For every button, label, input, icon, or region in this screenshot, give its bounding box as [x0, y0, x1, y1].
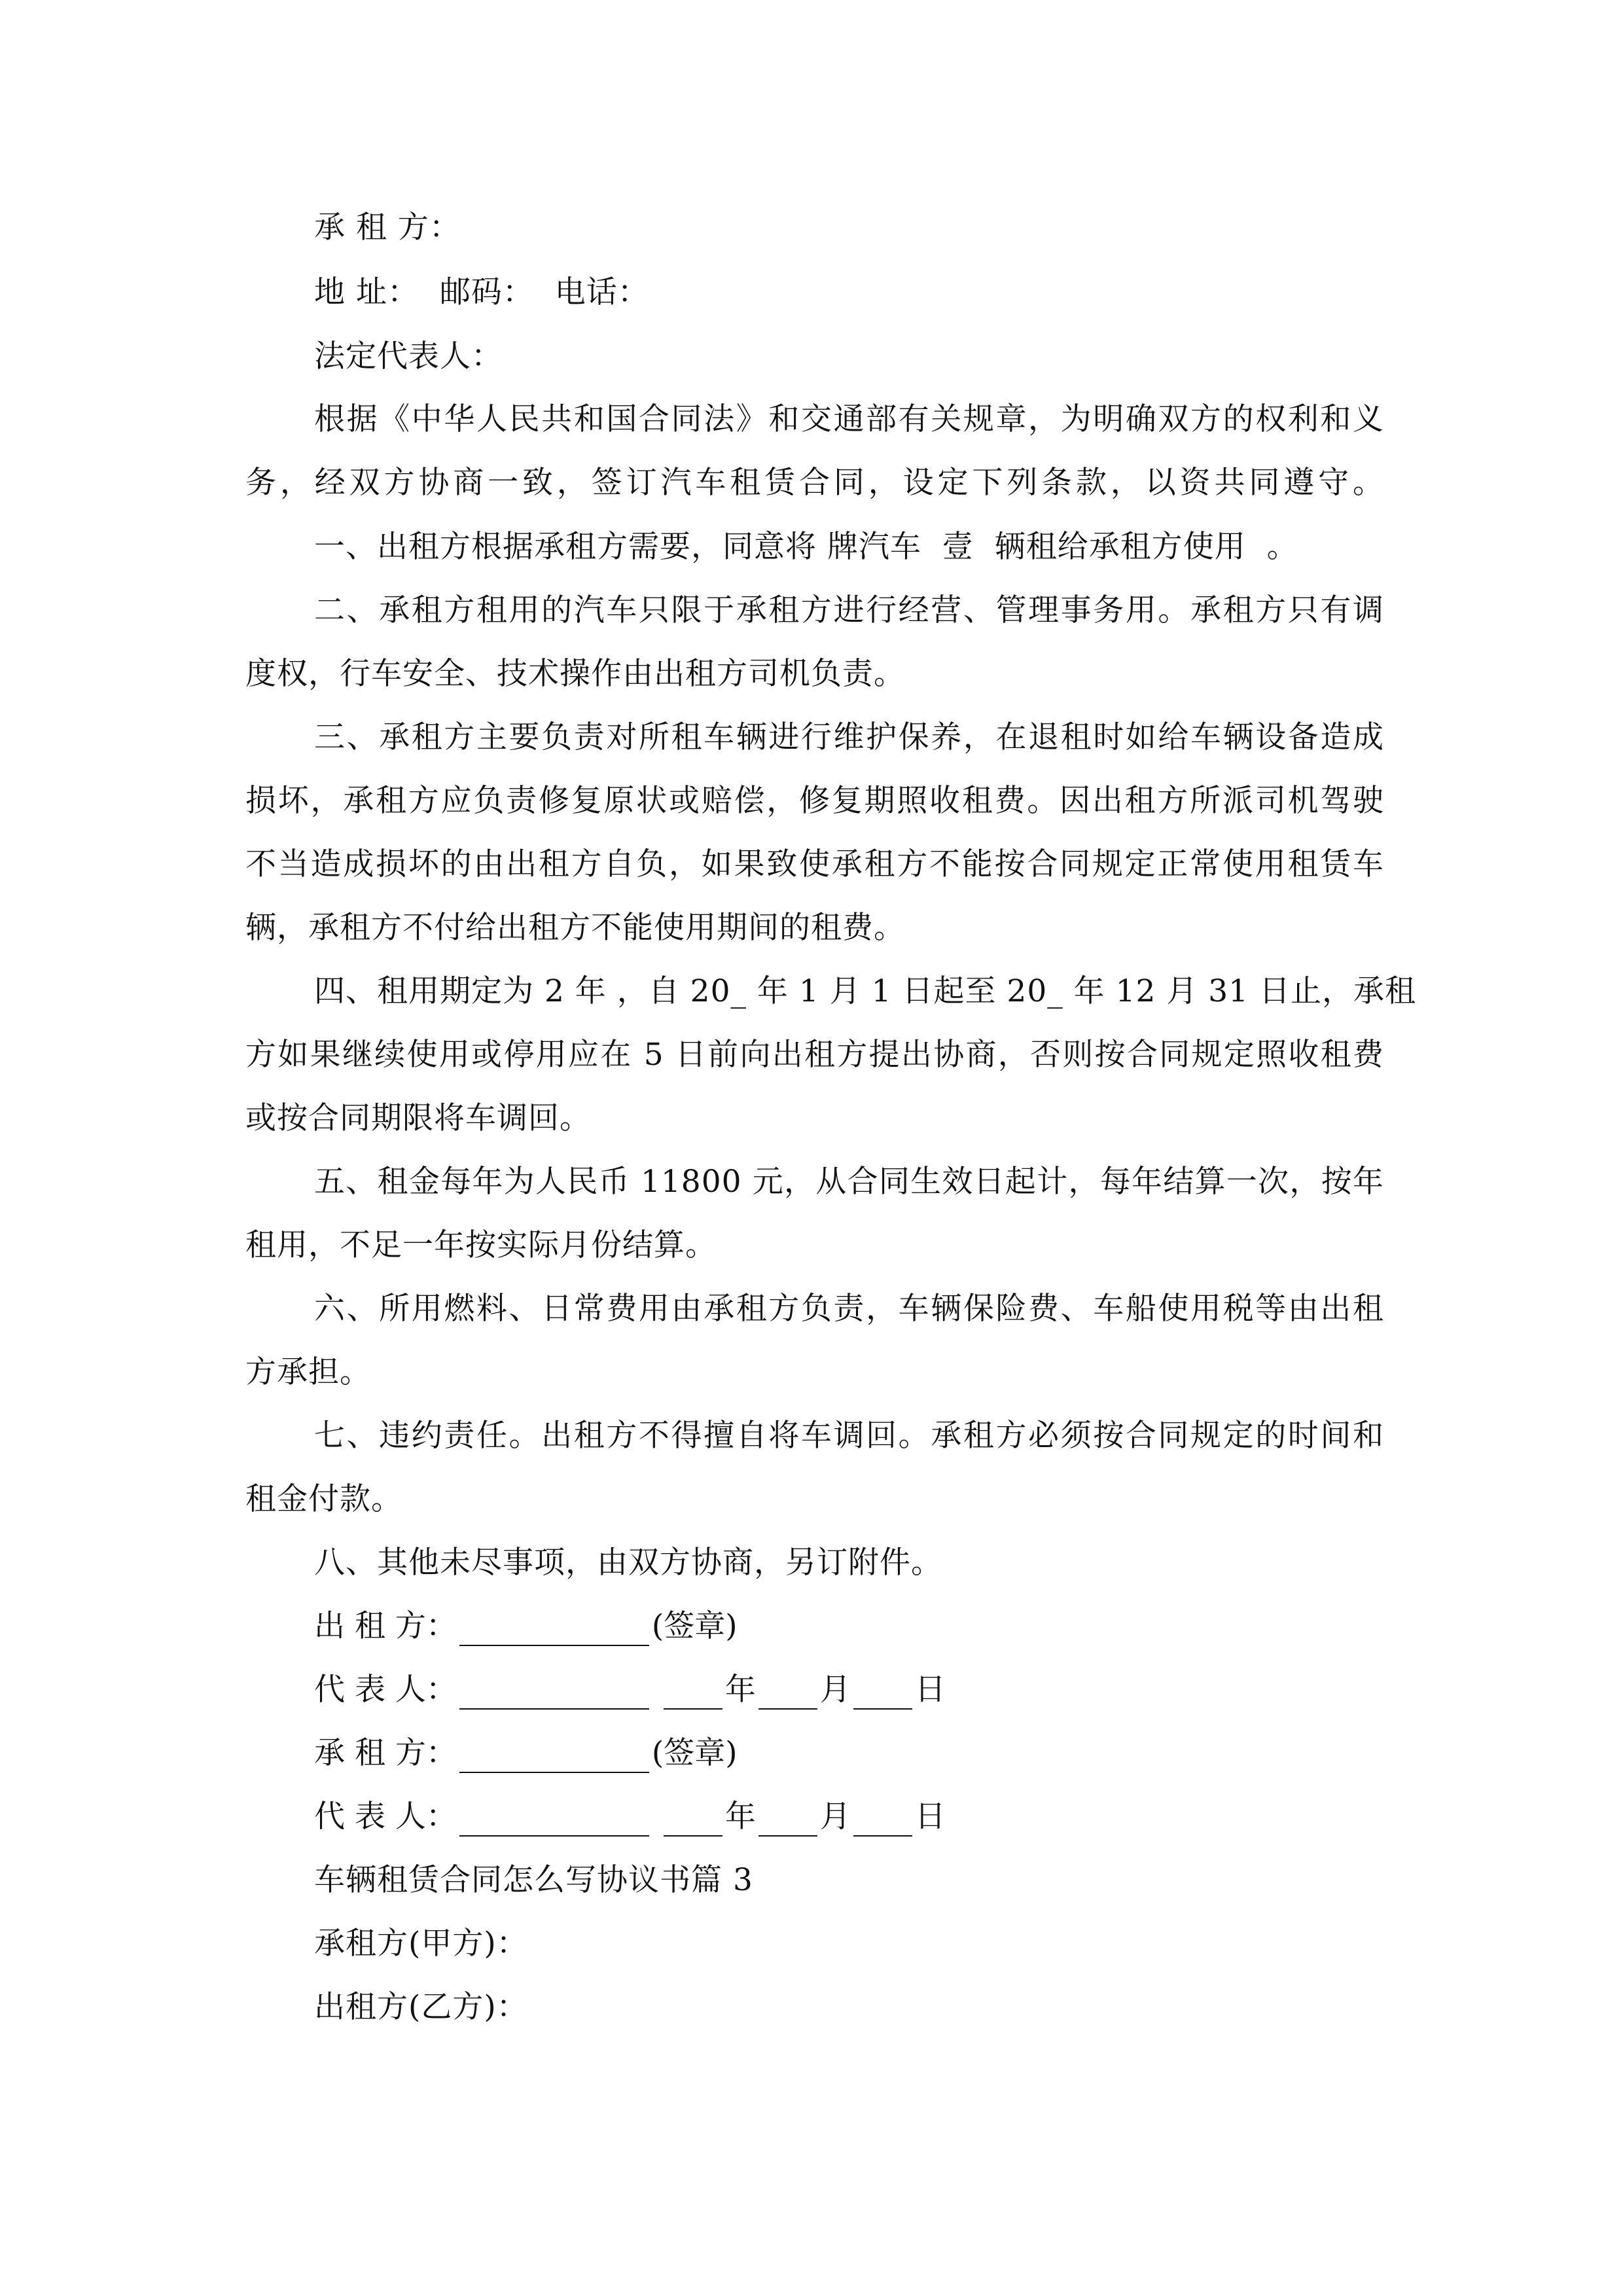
clause-7-line-2: 租金付款。 — [245, 1481, 402, 1517]
clause-3-line-1: 三、承租方主要负责对所租车辆进行维护保养，在退租时如给车辆设备造成 — [314, 719, 1384, 755]
lessor-month-blank[interactable] — [758, 1682, 817, 1710]
party-a-label: 承租方(甲方)： — [314, 1926, 528, 1962]
clause-5-line-2: 租用，不足一年按实际月份结算。 — [245, 1227, 717, 1263]
lessor-year-blank[interactable] — [664, 1682, 722, 1710]
month-label: 月 — [819, 1799, 851, 1835]
lessor-seal-label: (签章) — [651, 1608, 738, 1644]
clause-4-line-2: 方如果继续使用或停用应在 5 日前向出租方提出协商，否则按合同规定照收租费 — [245, 1037, 1384, 1073]
clause-2-line-2: 度权，行车安全、技术操作由出租方司机负责。 — [245, 656, 905, 692]
clause-4-line-3: 或按合同期限将车调回。 — [245, 1100, 591, 1136]
year-label: 年 — [724, 1799, 756, 1835]
lessor-rep-row — [314, 1670, 946, 1710]
lessee-day-blank[interactable] — [853, 1809, 912, 1837]
clause-3-line-2: 损坏，承租方应负责修复原状或赔偿，修复期照收租费。因出租方所派司机驾驶 — [245, 783, 1384, 819]
lessor-label: 出 租 方： — [314, 1608, 457, 1644]
party-b-label: 出租方(乙方)： — [314, 1989, 528, 2025]
address-line: 地 址： 邮码： 电话： — [314, 274, 649, 310]
lessee-rep-row — [314, 1797, 946, 1837]
lessee-signature-row — [314, 1734, 738, 1773]
clause-2-line-1: 二、承租方租用的汽车只限于承租方进行经营、管理事务用。承租方只有调 — [314, 592, 1384, 628]
lessor-rep-label: 代 表 人： — [314, 1672, 457, 1708]
lessor-rep-blank[interactable] — [459, 1682, 649, 1710]
clause-5-line-1: 五、租金每年为人民币 11800 元，从合同生效日起计，每年结算一次，按年 — [314, 1164, 1384, 1200]
lessor-signature-blank[interactable] — [459, 1619, 649, 1646]
legal-representative: 法定代表人： — [314, 338, 503, 374]
lessee-rep-label: 代 表 人： — [314, 1799, 457, 1835]
clause-8: 八、其他未尽事项，由双方协商，另订附件。 — [314, 1545, 942, 1581]
lessee-sign-label: 承 租 方： — [314, 1735, 457, 1771]
section-title: 车辆租赁合同怎么写协议书篇 3 — [314, 1862, 753, 1898]
lessee-label: 承 租 方： — [314, 209, 461, 245]
clause-1: 一、出租方根据承租方需要，同意将 牌汽车 壹 辆租给承租方使用 。 — [314, 529, 1298, 565]
lessee-seal-label: (签章) — [651, 1735, 738, 1771]
lessee-rep-blank[interactable] — [459, 1809, 649, 1837]
clause-7-line-1: 七、违约责任。出租方不得擅自将车调回。承租方必须按合同规定的时间和 — [314, 1418, 1384, 1454]
clause-6-line-1: 六、所用燃料、日常费用由承租方负责，车辆保险费、车船使用税等由出租 — [314, 1291, 1384, 1327]
clause-4-line-1: 四、租用期定为 2 年 ，自 20_ 年 1 月 1 日起至 20_ 年 12 月 31 日止，承租 — [314, 973, 1417, 1009]
day-label: 日 — [914, 1672, 946, 1708]
lessor-signature-row — [314, 1607, 738, 1646]
clause-6-line-2: 方承担。 — [245, 1354, 371, 1390]
year-label: 年 — [724, 1672, 756, 1708]
lessee-year-blank[interactable] — [664, 1809, 722, 1837]
lessee-signature-blank[interactable] — [459, 1746, 649, 1773]
clause-3-line-4: 辆，承租方不付给出租方不能使用期间的租费。 — [245, 910, 905, 946]
preamble-line-2: 务，经双方协商一致，签订汽车租赁合同，设定下列条款，以资共同遵守。 — [245, 465, 1384, 501]
lessor-day-blank[interactable] — [853, 1682, 912, 1710]
day-label: 日 — [914, 1799, 946, 1835]
month-label: 月 — [819, 1672, 851, 1708]
clause-3-line-3: 不当造成损坏的由出租方自负，如果致使承租方不能按合同规定正常使用租赁车 — [245, 846, 1384, 882]
preamble-line-1: 根据《中华人民共和国合同法》和交通部有关规章，为明确双方的权利和义 — [314, 401, 1384, 437]
lessee-month-blank[interactable] — [758, 1809, 817, 1837]
